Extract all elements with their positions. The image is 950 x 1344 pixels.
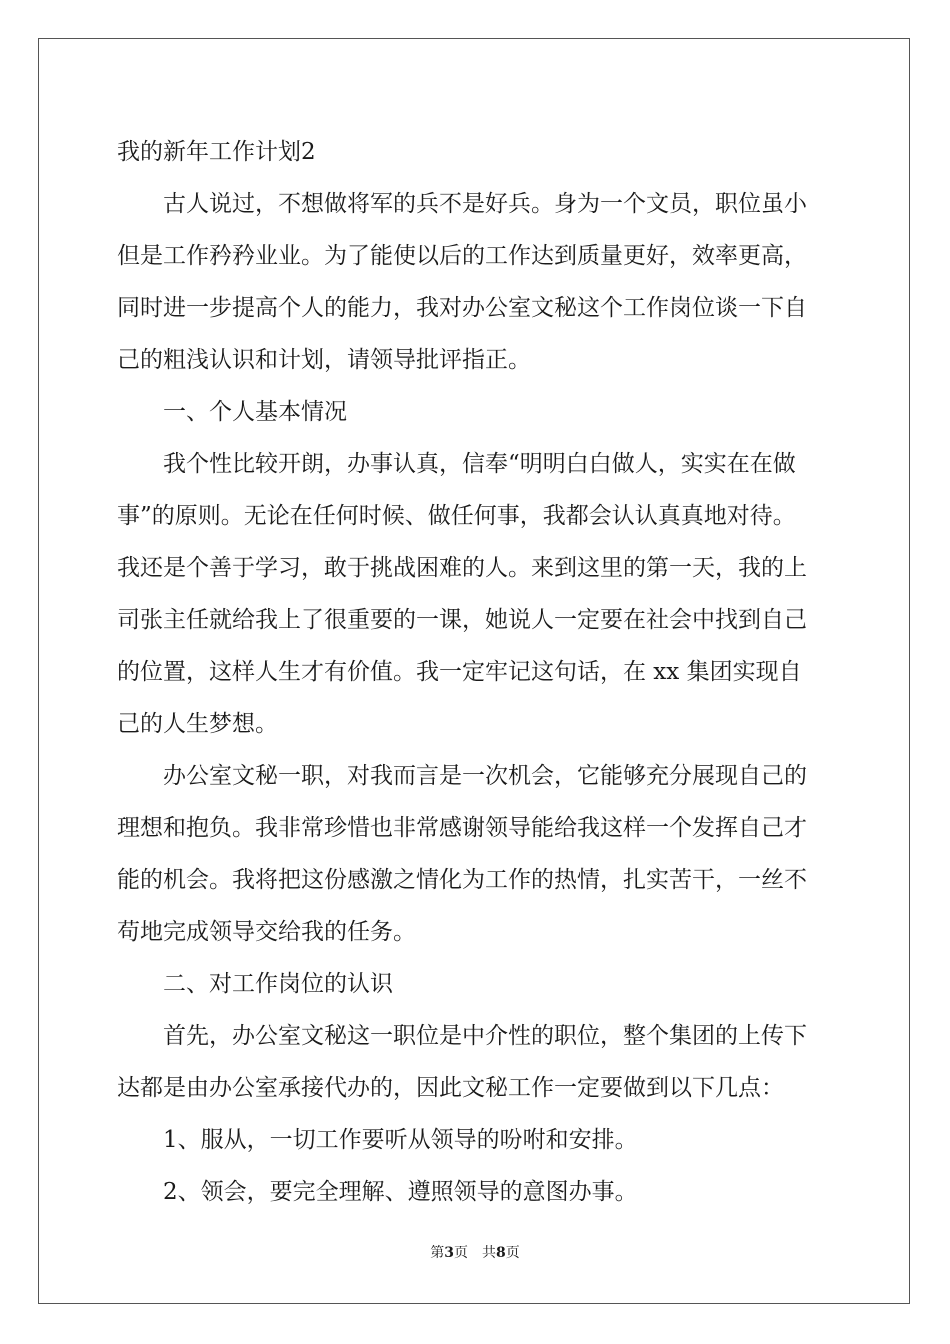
total-suffix: 页 <box>505 1245 520 1261</box>
paragraph-line: 司张主任就给我上了很重要的一课，她说人一定要在社会中找到自己 <box>117 607 807 633</box>
total-pages: 8 <box>496 1245 506 1261</box>
paragraph-line: 己的人生梦想。 <box>117 711 278 737</box>
paragraph-line: 己的粗浅认识和计划，请领导批评指正。 <box>117 347 531 373</box>
paragraph-line: 我还是个善于学习，敢于挑战困难的人。来到这里的第一天，我的上 <box>117 555 807 581</box>
paragraph-line: 事”的原则。无论在任何时候、做任何事，我都会认认真真地对待。 <box>117 503 796 529</box>
list-item: 1、服从，一切工作要听从领导的吩咐和安排。 <box>163 1127 638 1153</box>
paragraph-line: 理想和抱负。我非常珍惜也非常感谢领导能给我这样一个发挥自己才 <box>117 815 807 841</box>
paragraph-line: 的位置，这样人生才有价值。我一定牢记这句话，在 xx 集团实现自 <box>117 659 802 685</box>
total-prefix: 共 <box>482 1245 496 1261</box>
paragraph-line: 能的机会。我将把这份感激之情化为工作的热情，扎实苦干，一丝不 <box>117 867 807 893</box>
list-item: 2、领会，要完全理解、遵照领导的意图办事。 <box>163 1179 638 1205</box>
paragraph-line: 苟地完成领导交给我的任务。 <box>117 919 416 945</box>
paragraph-line: 我个性比较开朗，办事认真，信奉“明明白白做人，实实在在做 <box>163 451 796 477</box>
section-heading: 二、对工作岗位的认识 <box>163 971 393 997</box>
paragraph-line: 古人说过，不想做将军的兵不是好兵。身为一个文员，职位虽小 <box>163 191 807 217</box>
document-title: 我的新年工作计划2 <box>117 139 316 165</box>
page-suffix: 页 <box>454 1245 468 1261</box>
document-body <box>117 126 833 1218</box>
page-footer <box>0 1242 950 1262</box>
paragraph-line: 达都是由办公室承接代办的，因此文秘工作一定要做到以下几点： <box>117 1075 784 1101</box>
paragraph-line: 首先，办公室文秘这一职位是中介性的职位，整个集团的上传下 <box>163 1023 807 1049</box>
page-number: 3 <box>444 1245 454 1261</box>
paragraph-line: 但是工作矜矜业业。为了能使以后的工作达到质量更好，效率更高， <box>117 243 807 269</box>
paragraph-line: 同时进一步提高个人的能力，我对办公室文秘这个工作岗位谈一下自 <box>117 295 807 321</box>
page-prefix: 第 <box>430 1245 445 1261</box>
paragraph-line: 办公室文秘一职，对我而言是一次机会，它能够充分展现自己的 <box>163 763 807 789</box>
section-heading: 一、个人基本情况 <box>163 399 347 425</box>
